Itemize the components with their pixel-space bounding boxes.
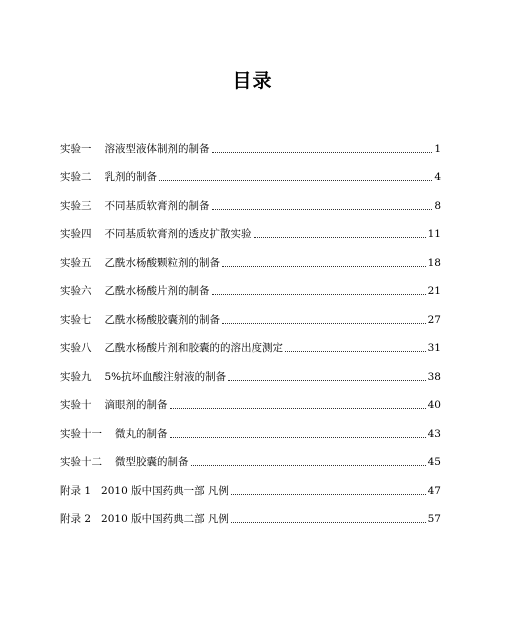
entry-title: 滴眼剂的制备 [104, 399, 168, 411]
entry-title: 乙酰水杨酸胶囊剂的制备 [104, 313, 220, 326]
page-number: 31 [427, 342, 441, 354]
dot-leader [212, 209, 433, 210]
table-of-contents [60, 127, 441, 526]
toc-entry[interactable] [60, 213, 441, 242]
entry-title: 不同基质软膏剂的制备 [104, 199, 210, 212]
entry-title: 2010 版中国药典一部 凡例 [101, 484, 229, 497]
entry-title: 乙酰水杨酸颗粒剂的制备 [104, 256, 220, 269]
entry-title: 不同基质软膏剂的透皮扩散实验 [104, 228, 252, 240]
toc-entry[interactable] [60, 469, 441, 498]
toc-entry[interactable] [60, 498, 441, 527]
dot-leader [254, 237, 426, 238]
page-number: 11 [427, 228, 441, 240]
entry-number: 实验十二 [60, 456, 102, 468]
entry-title: 乙酰水杨酸片剂的制备 [104, 285, 210, 297]
page-number: 18 [427, 256, 441, 269]
dot-leader [170, 437, 426, 438]
toc-entry[interactable] [60, 327, 441, 356]
entry-number: 实验三 [60, 199, 92, 212]
page-number: 40 [427, 399, 441, 411]
toc-entry[interactable] [60, 355, 441, 384]
entry-title: 微型胶囊的制备 [115, 456, 189, 468]
dot-leader [222, 323, 426, 324]
entry-number: 实验七 [60, 313, 92, 326]
entry-title: 乙酰水杨酸片剂和胶囊的的溶出度测定 [104, 342, 283, 354]
entry-title: 微丸的制备 [115, 427, 168, 440]
dot-leader [170, 408, 426, 409]
page-title: 目录 [232, 70, 273, 92]
toc-entry[interactable] [60, 412, 441, 441]
entry-title: 2010 版中国药典二部 凡例 [101, 513, 229, 525]
entry-number: 附录 2 [60, 513, 92, 525]
entry-number: 实验十 [60, 399, 92, 411]
entry-number: 实验二 [60, 171, 92, 183]
entry-number: 实验十一 [60, 427, 102, 440]
entry-title: 5%抗坏血酸注射液的制备 [104, 370, 227, 383]
page-number: 45 [427, 456, 441, 468]
page-number: 8 [434, 199, 441, 212]
dot-leader [159, 180, 432, 181]
page-number: 21 [427, 285, 441, 297]
page-number: 43 [427, 427, 441, 440]
dot-leader [231, 522, 426, 523]
dot-leader [191, 465, 426, 466]
dot-leader [222, 266, 426, 267]
toc-entry[interactable] [60, 241, 441, 270]
page-number: 27 [427, 313, 441, 326]
page-number: 47 [427, 484, 441, 497]
dot-leader [212, 152, 433, 153]
entry-number: 实验九 [60, 370, 92, 383]
entry-title: 乳剂的制备 [104, 171, 157, 183]
entry-number: 实验八 [60, 342, 92, 354]
page-number: 57 [427, 513, 441, 525]
dot-leader [231, 494, 426, 495]
dot-leader [212, 294, 426, 295]
page-number: 4 [434, 171, 441, 183]
entry-title: 溶液型液体制剂的制备 [104, 142, 210, 155]
page-number: 1 [434, 142, 441, 155]
entry-number: 实验六 [60, 285, 92, 297]
entry-number: 附录 1 [60, 484, 92, 497]
page-number: 38 [427, 370, 441, 383]
toc-entry[interactable] [60, 441, 441, 470]
entry-number: 实验四 [60, 228, 92, 240]
entry-number: 实验五 [60, 256, 92, 269]
dot-leader [228, 380, 425, 381]
toc-entry[interactable] [60, 270, 441, 299]
toc-entry[interactable] [60, 298, 441, 327]
entry-number: 实验一 [60, 142, 92, 155]
toc-entry[interactable] [60, 156, 441, 185]
dot-leader [285, 351, 426, 352]
toc-entry[interactable] [60, 384, 441, 413]
toc-entry[interactable] [60, 184, 441, 213]
toc-entry[interactable] [60, 127, 441, 156]
